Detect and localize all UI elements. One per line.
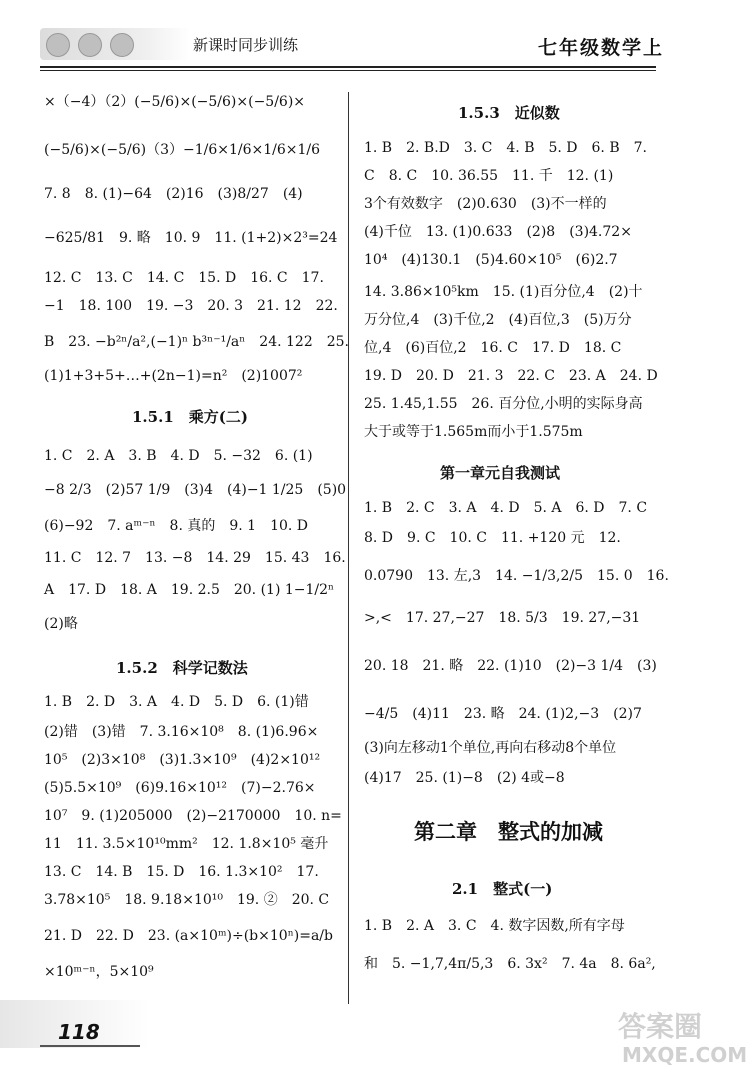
section-title: 1.5.2 科学记数法 [116, 659, 248, 677]
answer-line: ×（−4）（2）(−5/6)×(−5/6)×(−5/6)× [44, 94, 306, 110]
answer-line: (5)5.5×10⁹ (6)9.16×10¹² (7)−2.76× [44, 780, 316, 796]
answer-line: ×10ᵐ⁻ⁿ，5×10⁹ [44, 964, 154, 980]
answer-line: 3.78×10⁵ 18. 9.18×10¹⁰ 19. ② 20. C [44, 892, 330, 908]
answer-line: 大于或等于1.565m而小于1.575m [364, 424, 583, 440]
answer-line: (3)向左移动1个单位,再向右移动8个单位 [364, 740, 617, 756]
column-divider [348, 92, 349, 1004]
answer-line: −625/81 9. 略 10. 9 11. (1+2)×2³=24 [44, 230, 338, 246]
answer-line: 10⁵ (2)3×10⁸ (3)1.3×10⁹ (4)2×10¹² [44, 752, 321, 768]
answer-line: 和 5. −1,7,4π/5,3 6. 3x² 7. 4a 8. 6a², [364, 956, 656, 972]
section-title: 第一章元自我测试 [440, 464, 561, 482]
answer-line: 11. C 12. 7 13. −8 14. 29 15. 43 16. [44, 550, 346, 566]
answer-line: 3个有效数字 (2)0.630 (3)不一样的 [364, 196, 607, 212]
answer-line: 0.0790 13. 左,3 14. −1/3,2/5 15. 0 16. [364, 568, 669, 584]
answer-line: 万分位,4 (3)千位,2 (4)百位,3 (5)万分 [364, 312, 632, 328]
answer-line: (4)17 25. (1)−8 (2) 4或−8 [364, 770, 565, 786]
answer-line: C 8. C 10. 36.55 11. 千 12. (1) [364, 168, 614, 184]
answer-line: 1. B 2. D 3. A 4. D 5. D 6. (1)错 [44, 694, 309, 710]
answer-line: 25. 1.45,1.55 26. 百分位,小明的实际身高 [364, 396, 643, 412]
answer-line: (2)错 (3)错 7. 3.16×10⁸ 8. (1)6.96× [44, 724, 319, 740]
footer-rule [40, 1045, 140, 1047]
answer-line: 21. D 22. D 23. (a×10ᵐ)÷(b×10ⁿ)=a/b [44, 928, 333, 944]
answer-line: −4/5 (4)11 23. 略 24. (1)2,−3 (2)7 [364, 706, 642, 722]
chapter-title: 第二章 整式的加减 [414, 819, 603, 844]
logo-seal-icon [110, 33, 134, 57]
answer-line: 10⁴ (4)130.1 (5)4.60×10⁵ (6)2.7 [364, 252, 618, 268]
answer-line: 位,4 (6)百位,2 16. C 17. D 18. C [364, 340, 622, 356]
watermark-url: MXQE.COM [622, 1043, 748, 1067]
answer-line: 20. 18 21. 略 22. (1)10 (2)−3 1/4 (3) [364, 658, 657, 674]
answer-line: (6)−92 7. aᵐ⁻ⁿ 8. 真的 9. 1 10. D [44, 518, 309, 534]
answer-line: A 17. D 18. A 19. 2.5 20. (1) 1−1/2ⁿ [44, 582, 335, 598]
page-number: 118 [58, 1020, 100, 1044]
series-title: 新课时同步训练 [193, 36, 299, 54]
header-rule [40, 66, 656, 68]
answer-line: 1. B 2. C 3. A 4. D 5. A 6. D 7. C [364, 500, 648, 516]
logo-seal-icon [78, 33, 102, 57]
answer-line: (4)千位 13. (1)0.633 (2)8 (3)4.72× [364, 224, 632, 240]
series-logo [40, 28, 190, 60]
page-header [0, 0, 750, 66]
answer-line: (2)略 [44, 616, 78, 632]
answer-line: 19. D 20. D 21. 3 22. C 23. A 24. D [364, 368, 658, 384]
section-title: 1.5.3 近似数 [458, 104, 560, 122]
answer-line: 13. C 14. B 15. D 16. 1.3×10² 17. [44, 864, 319, 880]
answer-line: B 23. −b²ⁿ/a²,(−1)ⁿ b³ⁿ⁻¹/aⁿ 24. 122 25. [44, 334, 350, 350]
answer-line: (−5/6)×(−5/6)（3）−1/6×1/6×1/6×1/6 [44, 142, 321, 158]
answer-line: 12. C 13. C 14. C 15. D 16. C 17. [44, 270, 324, 286]
answer-line: 10⁷ 9. (1)205000 (2)−2170000 10. n= [44, 808, 342, 824]
answer-line: 1. B 2. B.D 3. C 4. B 5. D 6. B 7. [364, 140, 647, 156]
answer-line: 1. C 2. A 3. B 4. D 5. −32 6. (1) [44, 448, 313, 464]
answer-line: 7. 8 8. (1)−64 (2)16 (3)8/27 (4) [44, 186, 303, 202]
watermark: 答案圈 [618, 1010, 703, 1043]
answer-line: (1)1+3+5+…+(2n−1)=n² (2)1007² [44, 368, 303, 384]
answer-line: −8 2/3 (2)57 1/9 (3)4 (4)−1 1/25 (5)0 [44, 482, 347, 498]
logo-seal-icon [46, 33, 70, 57]
answer-line: 1. B 2. A 3. C 4. 数字因数,所有字母 [364, 918, 625, 934]
answer-line: 14. 3.86×10⁵km 15. (1)百分位,4 (2)十 [364, 284, 643, 300]
header-rule-thin [40, 70, 656, 71]
answer-line: 8. D 9. C 10. C 11. +120 元 12. [364, 530, 621, 546]
section-title: 1.5.1 乘方(二) [132, 408, 248, 426]
grade-subject: 七年级数学上 [538, 37, 665, 59]
answer-line: >,< 17. 27,−27 18. 5/3 19. 27,−31 [364, 610, 641, 626]
section-title: 2.1 整式(一) [452, 880, 553, 898]
answer-line: 11 11. 3.5×10¹⁰mm² 12. 1.8×10⁵ 毫升 [44, 836, 329, 852]
answer-line: −1 18. 100 19. −3 20. 3 21. 12 22. [44, 298, 338, 314]
